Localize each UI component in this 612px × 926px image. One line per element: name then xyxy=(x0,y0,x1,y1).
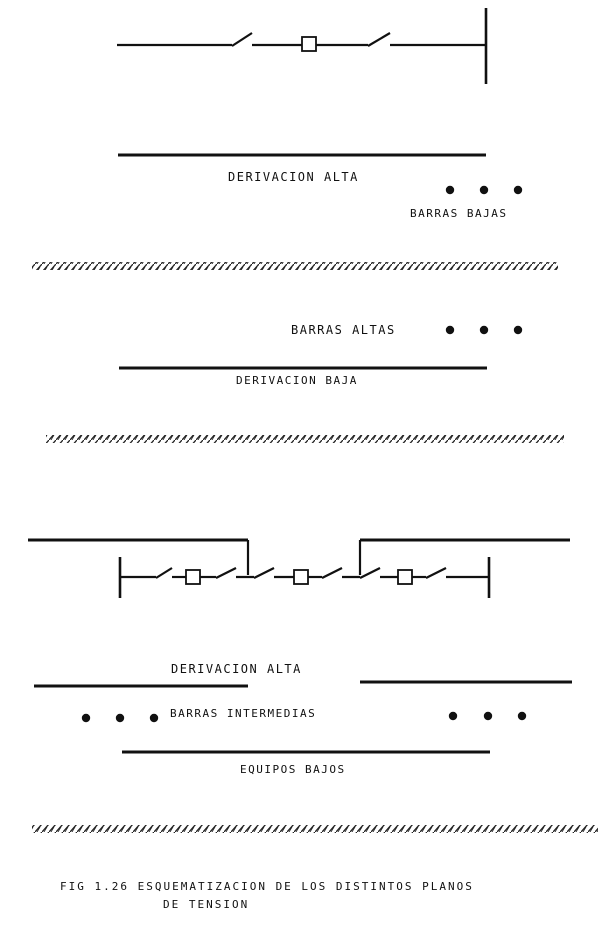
switch-contact xyxy=(232,33,252,46)
label-derivacion-alta-1: DERIVACION ALTA xyxy=(228,170,359,184)
switch-line-bottom xyxy=(28,540,570,598)
label-equipos-bajos: EQUIPOS BAJOS xyxy=(240,763,346,776)
caption-line-1: FIG 1.26 ESQUEMATIZACION DE LOS DISTINTOS PLANOS xyxy=(60,880,474,893)
label-barras-bajas: BARRAS BAJAS xyxy=(410,207,508,220)
switch-line-top xyxy=(117,8,486,84)
caption-line-2: DE TENSION xyxy=(163,898,250,911)
barras-intermedias-dots-left xyxy=(82,714,158,722)
switch-contact xyxy=(368,33,390,46)
label-barras-altas: BARRAS ALTAS xyxy=(291,323,396,337)
label-barras-intermedias: BARRAS INTERMEDIAS xyxy=(170,707,317,720)
breaker-box xyxy=(302,37,316,51)
barras-altas-dots xyxy=(446,326,522,334)
label-derivacion-baja: DERIVACION BAJA xyxy=(236,374,358,387)
figure-caption xyxy=(60,878,600,914)
barras-bajas-dots xyxy=(446,186,522,194)
ground-hatch-2 xyxy=(46,435,564,443)
ground-hatch-1 xyxy=(32,262,558,270)
label-derivacion-alta-2: DERIVACION ALTA xyxy=(171,662,302,676)
ground-hatch-3 xyxy=(32,825,598,833)
barras-intermedias-dots-right xyxy=(449,712,526,720)
